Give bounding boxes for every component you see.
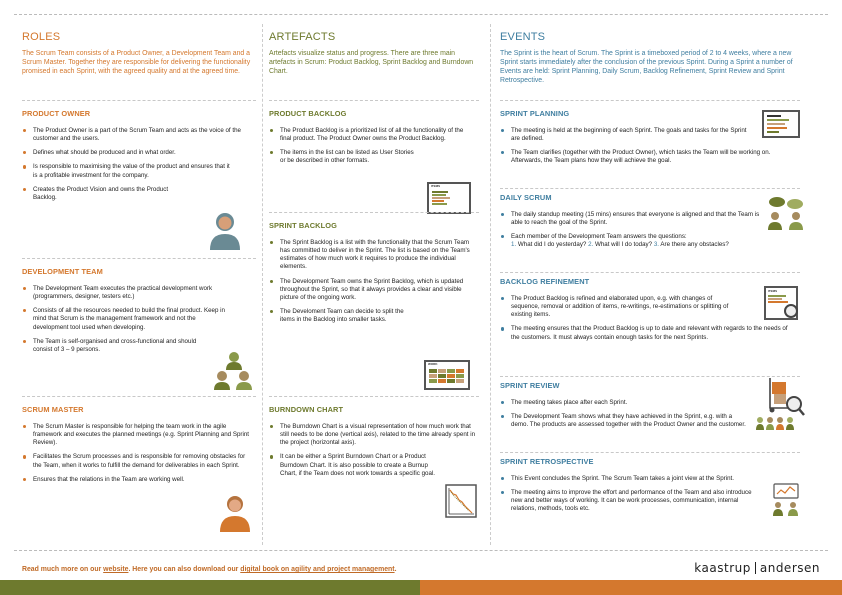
list-item: Creates the Product Vision and owns the Product Backlog. — [22, 186, 187, 202]
list-item: The Team clarifies (together with the Product Owner), which tasks the Team will be working on. Afterwards, the Team plans how they will achieve the goal. — [500, 149, 800, 165]
events-title: EVENTS — [500, 31, 546, 43]
section-divider — [269, 396, 479, 397]
sprint-review-section — [500, 376, 800, 435]
product-owner-avatar-icon — [208, 210, 242, 250]
list-item — [500, 233, 800, 249]
list-item: The Development Team executes the practical development work (programmers, designer, testers etc.) — [22, 285, 242, 301]
sprint-retrospective-title: SPRINT RETROSPECTIVE — [500, 457, 594, 466]
roles-column — [22, 22, 256, 552]
daily-scrum-question-intro: Each member of the Development Team answers the questions: — [511, 233, 687, 241]
artefacts-intro: Artefacts visualize status and progress. There are three main artefacts in Scrum: Product Backlog, Sprint Backlog and Burndown Chart. — [269, 49, 474, 75]
list-item: The meeting is held at the beginning of each Sprint. The goals and tasks for the Sprint are defined. — [500, 127, 754, 143]
list-item: The Burndown Chart is a visual representation of how much work that still needs to be done (vertical axis), related to the time already spent in the project (horizontal axis). — [269, 423, 475, 448]
list-item: The Scrum Master is responsible for helping the team work in the agile framework and executes the planned meetings (e.g. Sprint Planning and Sprint Review). — [22, 423, 250, 448]
section-divider — [500, 452, 800, 453]
sprint-planning-section — [500, 100, 800, 172]
top-divider — [14, 14, 828, 15]
list-item: Is responsible to maximising the value of the product and ensures that it is a profitable investment for the company. — [22, 163, 234, 179]
burndown-chart-icon — [445, 484, 477, 518]
scrum-master-title: SCRUM MASTER — [22, 405, 84, 414]
daily-scrum-section — [500, 188, 800, 256]
product-backlog-title: PRODUCT BACKLOG — [269, 109, 347, 118]
sprint-retrospective-meeting-icon — [770, 482, 802, 518]
development-team-section — [22, 258, 256, 360]
list-item: The Product Owner is a part of the Scrum Team and acts as the voice of the customer and the users. — [22, 127, 254, 143]
scrum-master-section — [22, 396, 256, 490]
daily-scrum-title: DAILY SCRUM — [500, 193, 552, 202]
list-item: This Event concludes the Sprint. The Scrum Team takes a joint view at the Sprint. — [500, 475, 750, 483]
product-owner-title: PRODUCT OWNER — [22, 109, 91, 118]
artefacts-title: ARTEFACTS — [269, 31, 336, 43]
list-item: Ensures that the relations in the Team are working well. — [22, 476, 192, 484]
sprint-backlog-board-icon — [424, 360, 470, 390]
list-item: The Product Backlog is refined and elaborated upon, e.g. with changes of sequence, removal or addition of items, re-writings, re-estimations or splitting of existing items. — [500, 295, 734, 320]
roles-title: ROLES — [22, 31, 61, 43]
footer-pre: Read much more on our — [22, 566, 104, 573]
section-divider — [269, 212, 479, 213]
backlog-refinement-section — [500, 272, 800, 348]
question-number: 3. — [653, 241, 659, 249]
section-divider — [269, 100, 479, 101]
footer-post: . — [394, 566, 397, 573]
footer-mid: . Here you can also download our — [128, 566, 241, 573]
column-divider — [262, 24, 263, 545]
events-intro: The Sprint is the heart of Scrum. The Sprint is a timeboxed period of 2 to 4 weeks, where a new Sprint starts immediately after the conclusion of the previous Sprint. During a Sprint a number of Events are held: Sprint Planning, Daily Scrum, Backlog Refinement, Sprint Review and Sprint Retrospective. — [500, 49, 793, 84]
company-logo — [694, 561, 820, 577]
section-divider — [500, 376, 800, 377]
question-number: 2. — [588, 241, 594, 249]
screen-label: ITEMS — [768, 289, 778, 293]
sprint-review-title: SPRINT REVIEW — [500, 381, 560, 390]
list-item: The Develoment Team can decide to split the items in the Backlog into smaller tasks. — [269, 308, 414, 324]
list-item: The meeting ensures that the Product Backlog is up to date and relevant with regards to the needs of the customers. It must always contain enough tasks for the next Sprints. — [500, 325, 790, 341]
website-link[interactable]: website — [103, 566, 129, 573]
question-2: What will I do today? — [595, 241, 653, 249]
list-item: The Development Team owns the Sprint Backlog, which is updated throughout the Sprint, so that it always provides a clear and visible picture of the ongoing work. — [269, 278, 475, 303]
burndown-chart-title: BURNDOWN CHART — [269, 405, 344, 414]
development-team-people-icon — [214, 350, 254, 392]
list-item: The daily standup meeting (15 mins) ensures that everyone is aligned and that the Team is able to reach the goal of the Sprint. — [500, 211, 762, 227]
question-3: Are there any obstacles? — [660, 241, 729, 249]
list-item: The Team is self-organised and cross-functional and should consist of 3 – 9 persons. — [22, 338, 212, 354]
logo-left: kaastrup — [694, 561, 751, 575]
screen-label: WORK — [428, 362, 438, 366]
section-divider — [500, 272, 800, 273]
product-backlog-screen-icon — [427, 182, 471, 214]
burndown-chart-section — [269, 396, 479, 484]
artefacts-column — [269, 22, 479, 552]
roles-intro: The Scrum Team consists of a Product Owner, a Development Team and a Scrum Master. Together they are responsible for delivering the functionality promised in each Sprint, with the agreed quality and at the agreed time. — [22, 49, 251, 75]
screen-label: ITEMS — [431, 184, 441, 188]
sprint-backlog-section — [269, 212, 479, 366]
list-item: Defines what should be produced and in what order. — [22, 149, 254, 157]
list-item: The Development Team shows what they have achieved in the Sprint, e.g. with a demo. The products are assessed together with the Product Owner and the customer. — [500, 413, 748, 429]
list-item: The Product Backlog is a prioritized list of all the functionality of the final product. The Product Owner owns the Product Backlog. — [269, 127, 475, 143]
development-team-title: DEVELOPMENT TEAM — [22, 267, 103, 276]
footer-divider — [14, 550, 828, 551]
scrum-master-avatar-icon — [218, 494, 252, 532]
sprint-planning-title: SPRINT PLANNING — [500, 109, 570, 118]
section-divider — [22, 258, 256, 259]
list-item: Consists of all the resources needed to build the final product. Keep in mind that Scrum is the management framework and not the development tool used when developing. — [22, 307, 232, 332]
footer-band-orange — [420, 580, 842, 595]
digital-book-link[interactable]: digital book on agility and project management — [240, 566, 395, 573]
list-item: The Sprint Backlog is a list with the functionality that the Scrum Team has committed to deliver in the Sprint. The list is based on the Team's estimates of how much work it requires to produce the individual elements. — [269, 239, 475, 272]
section-divider — [22, 396, 256, 397]
footer-band-olive — [0, 580, 420, 595]
events-column — [500, 22, 800, 552]
footer-text — [22, 565, 396, 574]
backlog-refinement-title: BACKLOG REFINEMENT — [500, 277, 590, 286]
column-divider — [490, 24, 491, 545]
daily-scrum-chat-icon — [766, 196, 806, 232]
product-owner-section — [22, 100, 256, 208]
sprint-retrospective-section — [500, 452, 800, 520]
list-item: It can be either a Sprint Burndown Chart or a Product Burndown Chart. It is also possible to create a Burnup Chart, if the Team does not work towards a specific goal. — [269, 453, 439, 478]
list-item: Facilitates the Scrum processes and is responsible for removing obstacles for the Team, when it works to fulfill the demand for deliverables in each Sprint. — [22, 453, 252, 469]
section-divider — [500, 188, 800, 189]
question-1: What did I do yesterday? — [517, 241, 587, 249]
logo-right: andersen — [759, 561, 820, 575]
sprint-planning-screen-icon — [762, 110, 800, 138]
section-divider — [500, 100, 800, 101]
product-backlog-section — [269, 100, 479, 188]
list-item: The meeting aims to improve the effort and performance of the Team and also introduce new and better ways of working. It can be work processes, communication, internal relations, methods, tools etc. — [500, 489, 764, 514]
sprint-review-delivery-icon — [756, 376, 806, 432]
list-item: The meeting takes place after each Sprint. — [500, 399, 740, 407]
question-number: 1. — [511, 241, 517, 249]
section-divider — [22, 100, 256, 101]
sprint-backlog-title: SPRINT BACKLOG — [269, 221, 337, 230]
logo-divider — [755, 562, 756, 574]
list-item: The items in the list can be listed as User Stories or be described in other formats. — [269, 149, 419, 165]
backlog-refinement-screen-icon — [764, 286, 798, 320]
